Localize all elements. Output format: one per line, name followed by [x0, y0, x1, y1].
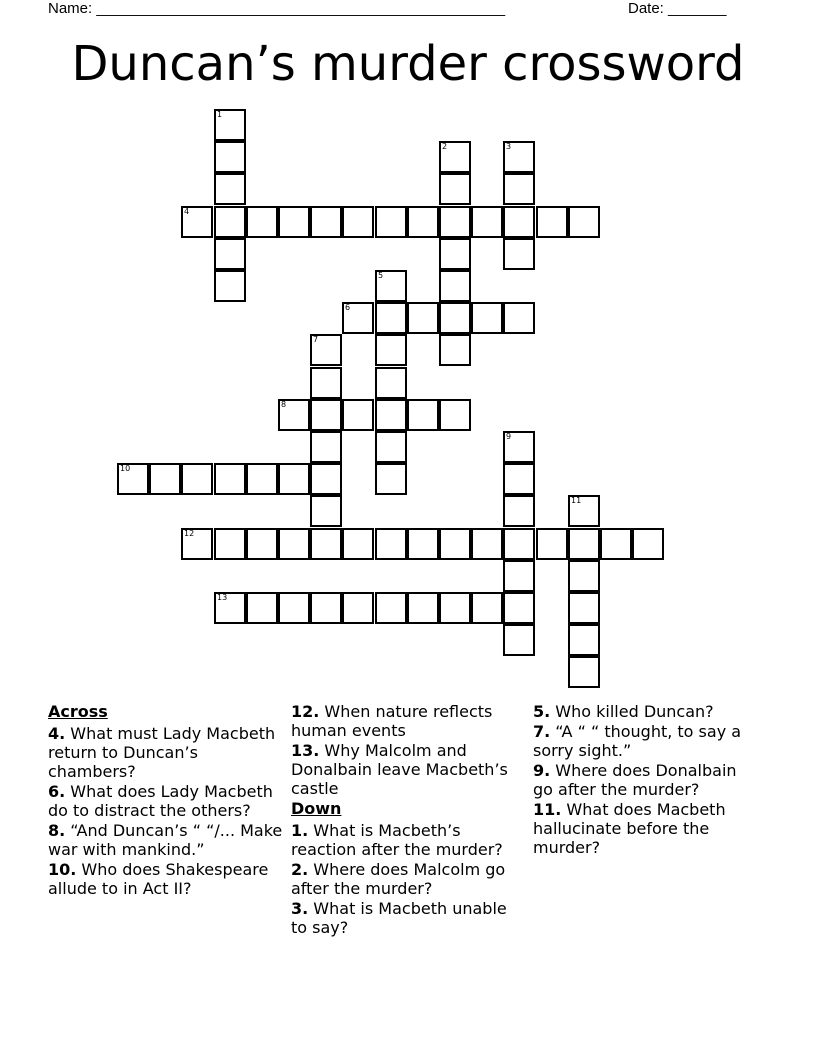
- clue-number-label: 7: [313, 335, 319, 344]
- clue-number: 12.: [291, 702, 320, 721]
- name-field: Name: _________________________________________________: [48, 0, 506, 17]
- clue-number: 13.: [291, 741, 320, 760]
- clue-item: [291, 821, 527, 859]
- clue-item: [48, 782, 288, 820]
- crossword-cell[interactable]: [246, 592, 278, 624]
- crossword-cell[interactable]: [439, 528, 471, 560]
- clue-text: What must Lady Macbeth return to Duncan’s chambers?: [48, 724, 276, 781]
- crossword-cell[interactable]: [407, 302, 439, 334]
- crossword-cell[interactable]: [568, 495, 600, 527]
- clues-column-2: [291, 702, 527, 938]
- crossword-cell[interactable]: [214, 592, 246, 624]
- crossword-cell[interactable]: [632, 528, 664, 560]
- clue-item: [533, 722, 748, 760]
- clue-number: 11.: [533, 800, 562, 819]
- clue-number: 3.: [291, 899, 309, 918]
- clue-text: Where does Donalbain go after the murder?: [533, 761, 737, 799]
- crossword-cell[interactable]: [375, 399, 407, 431]
- crossword-cell[interactable]: [503, 173, 535, 205]
- crossword-cell[interactable]: [439, 173, 471, 205]
- crossword-cell[interactable]: [278, 399, 310, 431]
- clues-column-3: [533, 702, 748, 858]
- clue-section-heading: Down: [291, 799, 342, 818]
- crossword-cell[interactable]: [503, 302, 535, 334]
- crossword-cell[interactable]: [503, 431, 535, 463]
- clue-number: 8.: [48, 821, 66, 840]
- crossword-cell[interactable]: [246, 463, 278, 495]
- clue-number-label: 13: [217, 593, 228, 602]
- clue-item: [291, 741, 527, 798]
- crossword-cell[interactable]: [503, 463, 535, 495]
- crossword-cell[interactable]: [181, 463, 213, 495]
- crossword-cell[interactable]: [375, 592, 407, 624]
- crossword-cell[interactable]: [214, 238, 246, 270]
- clue-number-label: 3: [506, 142, 512, 151]
- date-field: Date: _______: [628, 0, 727, 17]
- crossword-cell[interactable]: [375, 367, 407, 399]
- crossword-cell[interactable]: [375, 528, 407, 560]
- crossword-cell[interactable]: [503, 528, 535, 560]
- crossword-cell[interactable]: [407, 528, 439, 560]
- crossword-cell[interactable]: [407, 592, 439, 624]
- crossword-cell[interactable]: [310, 495, 342, 527]
- crossword-cell[interactable]: [503, 206, 535, 238]
- clue-number-label: 10: [120, 464, 131, 473]
- clue-item: [533, 702, 748, 721]
- crossword-cell[interactable]: [278, 206, 310, 238]
- clue-number-label: 1: [217, 110, 223, 119]
- clue-item: [291, 899, 527, 937]
- crossword-cell[interactable]: [503, 141, 535, 173]
- clue-text: What does Macbeth hallucinate before the murder?: [533, 800, 726, 857]
- crossword-cell[interactable]: [407, 399, 439, 431]
- crossword-cell[interactable]: [278, 592, 310, 624]
- clue-text: What is Macbeth unable to say?: [291, 899, 507, 937]
- clue-text: “And Duncan’s “ “/... Make war with mankind.”: [48, 821, 283, 859]
- crossword-cell[interactable]: [503, 238, 535, 270]
- crossword-cell[interactable]: [375, 270, 407, 302]
- clue-number: 9.: [533, 761, 551, 780]
- clue-number-label: 11: [571, 496, 582, 505]
- crossword-cell[interactable]: [439, 238, 471, 270]
- crossword-cell[interactable]: [278, 463, 310, 495]
- crossword-cell[interactable]: [375, 463, 407, 495]
- clue-item: [291, 702, 527, 740]
- crossword-cell[interactable]: [342, 528, 374, 560]
- crossword-cell[interactable]: [568, 592, 600, 624]
- crossword-cell[interactable]: [214, 463, 246, 495]
- crossword-cell[interactable]: [568, 624, 600, 656]
- clue-text: When nature reflects human events: [291, 702, 493, 740]
- crossword-cell[interactable]: [471, 592, 503, 624]
- crossword-cell[interactable]: [214, 206, 246, 238]
- clue-text: Who killed Duncan?: [550, 702, 714, 721]
- clue-number-label: 2: [442, 142, 448, 151]
- crossword-cell[interactable]: [568, 656, 600, 688]
- clue-text: What does Lady Macbeth do to distract the others?: [48, 782, 273, 820]
- clue-number-label: 5: [378, 271, 384, 280]
- crossword-cell[interactable]: [310, 206, 342, 238]
- clue-item: [533, 761, 748, 799]
- clue-text: Why Malcolm and Donalbain leave Macbeth’s castle: [291, 741, 508, 798]
- crossword-cell[interactable]: [503, 624, 535, 656]
- clue-number: 10.: [48, 860, 77, 879]
- crossword-cell[interactable]: [310, 399, 342, 431]
- crossword-cell[interactable]: [536, 206, 568, 238]
- crossword-cell[interactable]: [471, 206, 503, 238]
- clue-number-label: 4: [184, 207, 190, 216]
- crossword-cell[interactable]: [246, 206, 278, 238]
- clue-number: 1.: [291, 821, 309, 840]
- crossword-cell[interactable]: [439, 141, 471, 173]
- crossword-cell[interactable]: [503, 560, 535, 592]
- crossword-cell[interactable]: [149, 463, 181, 495]
- crossword-cell[interactable]: [310, 367, 342, 399]
- clue-number-label: 12: [184, 529, 195, 538]
- crossword-cell[interactable]: [342, 592, 374, 624]
- crossword-cell[interactable]: [181, 528, 213, 560]
- crossword-cell[interactable]: [439, 334, 471, 366]
- crossword-cell[interactable]: [246, 528, 278, 560]
- clue-item: [533, 800, 748, 857]
- clue-text: Where does Malcolm go after the murder?: [291, 860, 506, 898]
- crossword-cell[interactable]: [439, 270, 471, 302]
- crossword-cell[interactable]: [503, 495, 535, 527]
- clue-item: [48, 724, 288, 781]
- clue-item: [48, 821, 288, 859]
- crossword-cell[interactable]: [181, 206, 213, 238]
- clue-number: 4.: [48, 724, 66, 743]
- crossword-cell[interactable]: [214, 270, 246, 302]
- crossword-cell[interactable]: [439, 206, 471, 238]
- crossword-cell[interactable]: [375, 302, 407, 334]
- crossword-cell[interactable]: [310, 592, 342, 624]
- clues-column-1: [48, 702, 288, 899]
- crossword-cell[interactable]: [214, 109, 246, 141]
- crossword-cell[interactable]: [214, 141, 246, 173]
- clue-item: [48, 860, 288, 898]
- crossword-cell[interactable]: [310, 463, 342, 495]
- crossword-cell[interactable]: [439, 592, 471, 624]
- clue-number: 7.: [533, 722, 551, 741]
- crossword-cell[interactable]: [278, 528, 310, 560]
- crossword-cell[interactable]: [503, 592, 535, 624]
- crossword-cell[interactable]: [214, 528, 246, 560]
- clue-text: What is Macbeth’s reaction after the murder?: [291, 821, 503, 859]
- clue-number-label: 6: [345, 303, 351, 312]
- crossword-cell[interactable]: [375, 431, 407, 463]
- crossword-cell[interactable]: [342, 302, 374, 334]
- crossword-cell[interactable]: [439, 399, 471, 431]
- crossword-cell[interactable]: [117, 463, 149, 495]
- clue-section-heading: Across: [48, 702, 108, 721]
- crossword-cell[interactable]: [375, 206, 407, 238]
- crossword-cell[interactable]: [568, 528, 600, 560]
- crossword-cell[interactable]: [439, 302, 471, 334]
- crossword-cell[interactable]: [536, 528, 568, 560]
- crossword-cell[interactable]: [471, 302, 503, 334]
- crossword-cell[interactable]: [600, 528, 632, 560]
- crossword-cell[interactable]: [407, 206, 439, 238]
- page-title: Duncan’s murder crossword: [71, 36, 745, 92]
- crossword-cell[interactable]: [214, 173, 246, 205]
- clue-text: “A “ “ thought, to say a sorry sight.”: [533, 722, 742, 760]
- crossword-cell[interactable]: [375, 334, 407, 366]
- crossword-cell[interactable]: [471, 528, 503, 560]
- clue-number: 5.: [533, 702, 551, 721]
- crossword-cell[interactable]: [310, 431, 342, 463]
- crossword-cell[interactable]: [568, 206, 600, 238]
- clue-number-label: 8: [281, 400, 287, 409]
- crossword-cell[interactable]: [310, 334, 342, 366]
- clue-number-label: 9: [506, 432, 512, 441]
- crossword-cell[interactable]: [342, 399, 374, 431]
- crossword-cell[interactable]: [568, 560, 600, 592]
- clue-number: 6.: [48, 782, 66, 801]
- crossword-cell[interactable]: [342, 206, 374, 238]
- clue-text: Who does Shakespeare allude to in Act II?: [48, 860, 269, 898]
- clue-number: 2.: [291, 860, 309, 879]
- crossword-cell[interactable]: [310, 528, 342, 560]
- clue-item: [291, 860, 527, 898]
